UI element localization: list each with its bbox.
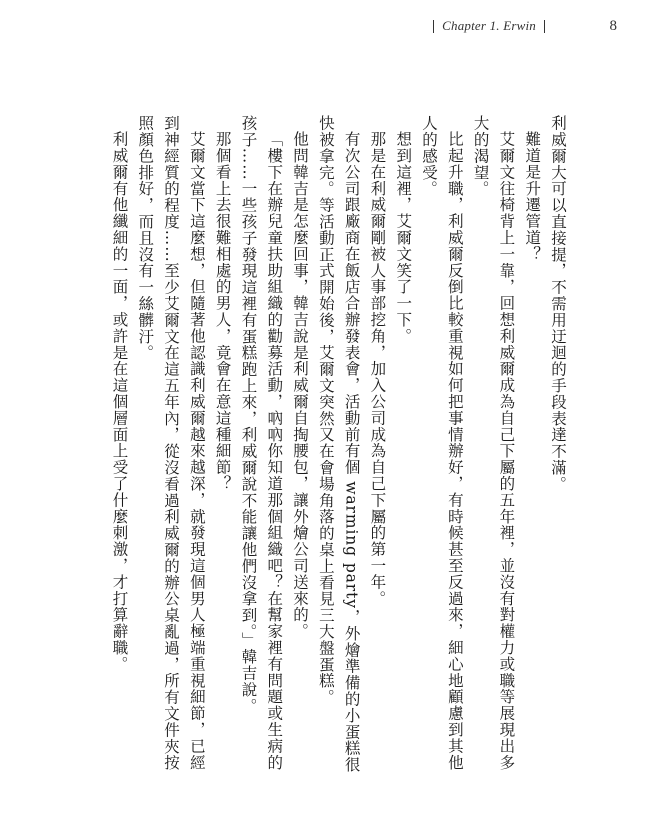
paragraph: 難道是升遷管道？ <box>523 130 542 262</box>
chapter-title: Chapter 1. Erwin <box>442 18 536 33</box>
paragraph: 想到這裡，艾爾文笑了一下。 <box>394 130 413 344</box>
running-header <box>425 16 553 36</box>
paragraph: 他問韓吉是怎麼回事，韓吉說是利威爾自掏腰包，讓外燴公司送來的。 <box>291 130 310 639</box>
paragraph: 艾爾文往椅背上一靠，回想利威爾成為自己下屬的五年裡，並沒有對權力或職等展現出多大的渴望。 <box>471 115 516 771</box>
header-divider-left <box>433 20 434 33</box>
paragraph: 有次公司跟廠商在飯店合辦發表會，活動前有個 warming party，外燴準備的小蛋糕很快被拿完。等活動正式開始後，艾爾文突然又在會場角落的桌上看見三大盤蛋糕。 <box>316 115 361 773</box>
page-number: 8 <box>609 18 617 34</box>
paragraph: 「樓下在辦兒童扶助組織的勸募活動，吶吶你知道那個組織吧？在幫家裡有問題或生病的孩子……一些孩子發現這裡有蛋糕跑上來，利威爾說不能讓他們沒拿到。」韓吉說。 <box>239 115 284 771</box>
paragraph: 利威爾有他纖細的一面，或許是在這個層面上受了什麼刺激，才打算辭職。 <box>110 130 129 672</box>
paragraph: 那是在利威爾剛被人事部挖角，加入公司成為自己下屬的第一年。 <box>368 130 387 607</box>
paragraph: 比起升職，利威爾反倒比較重視如何把事情辦好，有時候甚至反過來，細心地顧慮到其他人的感受。 <box>420 115 464 771</box>
header-divider-right <box>544 20 545 33</box>
vertical-text-body <box>100 115 570 780</box>
paragraph: 那個看上去很難相處的男人，竟會在意這種細節？ <box>213 130 232 492</box>
paragraph: 艾爾文當下這麼想，但隨著他認識利威爾越來越深，就發現這個男人極端重視細節，已經到神經質的程度……至少艾爾文在這五年內，從沒看過利威爾的辦公桌亂過，所有文件夾按照顏色排好，而且沒有一絲髒汙。 <box>136 115 206 771</box>
paragraph: 利威爾大可以直接提，不需用迂迴的手段表達不滿。 <box>549 115 567 493</box>
